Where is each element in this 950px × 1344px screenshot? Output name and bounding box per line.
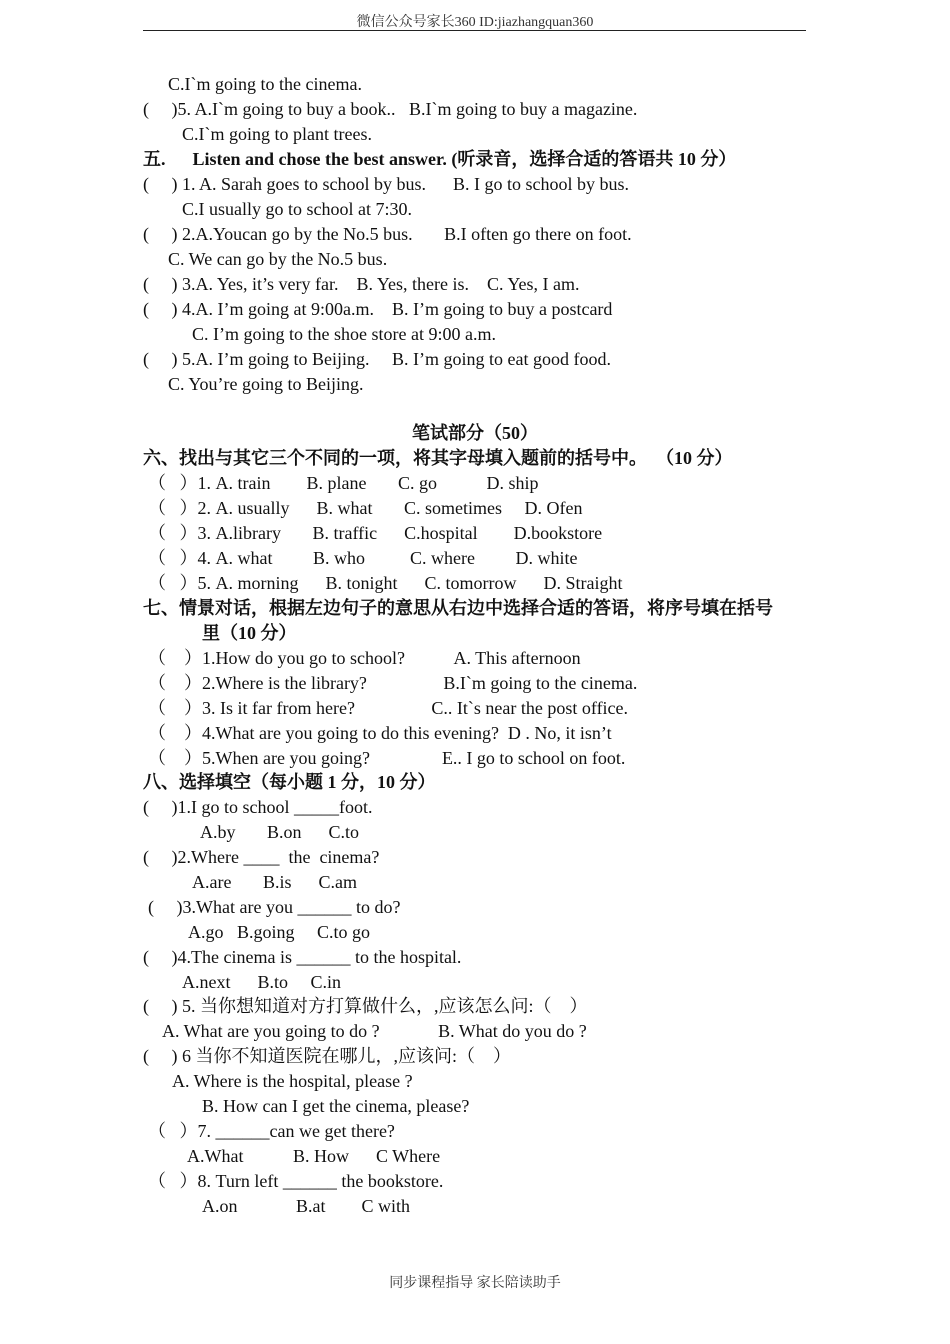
text-line: （ ）5. A. morning B. tonight C. tomorrow D. Straight	[148, 573, 623, 593]
text-line: ( )1.I go to school _____foot.	[143, 797, 373, 817]
text-line: （ ）2. A. usually B. what C. sometimes D. Ofen	[148, 498, 583, 518]
text-line: A.on B.at C with	[202, 1196, 411, 1216]
text-line: A.are B.is C.am	[192, 872, 357, 892]
text-line: A.next B.to C.in	[182, 972, 342, 992]
text-line: （ ）1. A. train B. plane C. go D. ship	[148, 473, 539, 493]
text-line: ( ) 6 当你不知道医院在哪儿，,应该问:（ ）	[143, 1046, 511, 1066]
text-line: A.by B.on C.to	[200, 822, 360, 842]
text-line: A. What are you going to do ? B. What do you do ?	[162, 1021, 587, 1041]
text-line: ( )4.The cinema is ______ to the hospital.	[143, 947, 462, 967]
text-line: （ ）3. Is it far from here? C.. It`s near the post office.	[148, 698, 629, 718]
text-line: A.What B. How C Where	[187, 1146, 441, 1166]
text-line: C.I`m going to plant trees.	[182, 124, 372, 144]
text-line: ( )5. A.I`m going to buy a book.. B.I`m going to buy a magazine.	[143, 99, 638, 119]
section-heading: 五. Listen and chose the best answer. (听录音，选择合适的答语共 10 分）	[143, 149, 737, 169]
text-line: ( )3.What are you ______ to do?	[148, 897, 401, 917]
text-line: （ ）5.When are you going? E.. I go to school on foot.	[148, 748, 626, 768]
text-line: （ ）4. A. what B. who C. where D. white	[148, 548, 578, 568]
text-line: ( ) 1. A. Sarah goes to school by bus. B. I go to school by bus.	[143, 174, 629, 194]
text-line: C. You’re going to Beijing.	[168, 374, 364, 394]
text-line: （ ）3. A.library B. traffic C.hospital D.bookstore	[148, 523, 603, 543]
text-line: C. We can go by the No.5 bus.	[168, 249, 388, 269]
text-line: ( )2.Where ____ the cinema?	[143, 847, 380, 867]
text-line: C.I usually go to school at 7:30.	[182, 199, 412, 219]
text-line: ( ) 2.A.Youcan go by the No.5 bus. B.I often go there on foot.	[143, 224, 632, 244]
text-line: ( ) 3.A. Yes, it’s very far. B. Yes, there is. C. Yes, I am.	[143, 274, 580, 294]
text-line: B. How can I get the cinema, please?	[202, 1096, 470, 1116]
text-line: A.go B.going C.to go	[188, 922, 371, 942]
header-divider	[143, 30, 806, 31]
section-heading: 六、找出与其它三个不同的一项，将其字母填入题前的括号中。 （10 分）	[143, 448, 733, 468]
section-heading: 里（10 分）	[202, 623, 297, 643]
text-line: （ ）4.What are you going to do this evening? D . No, it isn’t	[148, 723, 612, 743]
text-line: （ ）1.How do you go to school? A. This afternoon	[148, 648, 581, 668]
section-heading: 八、选择填空（每小题 1 分，10 分）	[143, 772, 436, 792]
text-line: A. Where is the hospital, please ?	[172, 1071, 413, 1091]
text-line: ( ) 5.A. I’m going to Beijing. B. I’m going to eat good food.	[143, 349, 611, 369]
text-line: （ ）8. Turn left ______ the bookstore.	[148, 1171, 444, 1191]
page-header: 微信公众号家长360 ID:jiazhangquan360	[356, 15, 594, 30]
section-heading: 七、情景对话，根据左边句子的意思从右边中选择合适的答语，将序号填在括号	[143, 598, 773, 618]
page-footer: 同步课程指导 家长陪读助手	[389, 1276, 561, 1291]
text-line: （ ）2.Where is the library? B.I`m going to the cinema.	[148, 673, 638, 693]
text-line: ( ) 4.A. I’m going at 9:00a.m. B. I’m going to buy a postcard	[143, 299, 613, 319]
text-line: C.I`m going to the cinema.	[168, 74, 362, 94]
text-line: ( ) 5. 当你想知道对方打算做什么，,应该怎么问:（ ）	[143, 996, 588, 1016]
text-line: C. I’m going to the shoe store at 9:00 a.m.	[192, 324, 496, 344]
text-line: （ ）7. ______can we get there?	[148, 1121, 395, 1141]
section-title: 笔试部分（50）	[412, 423, 538, 443]
